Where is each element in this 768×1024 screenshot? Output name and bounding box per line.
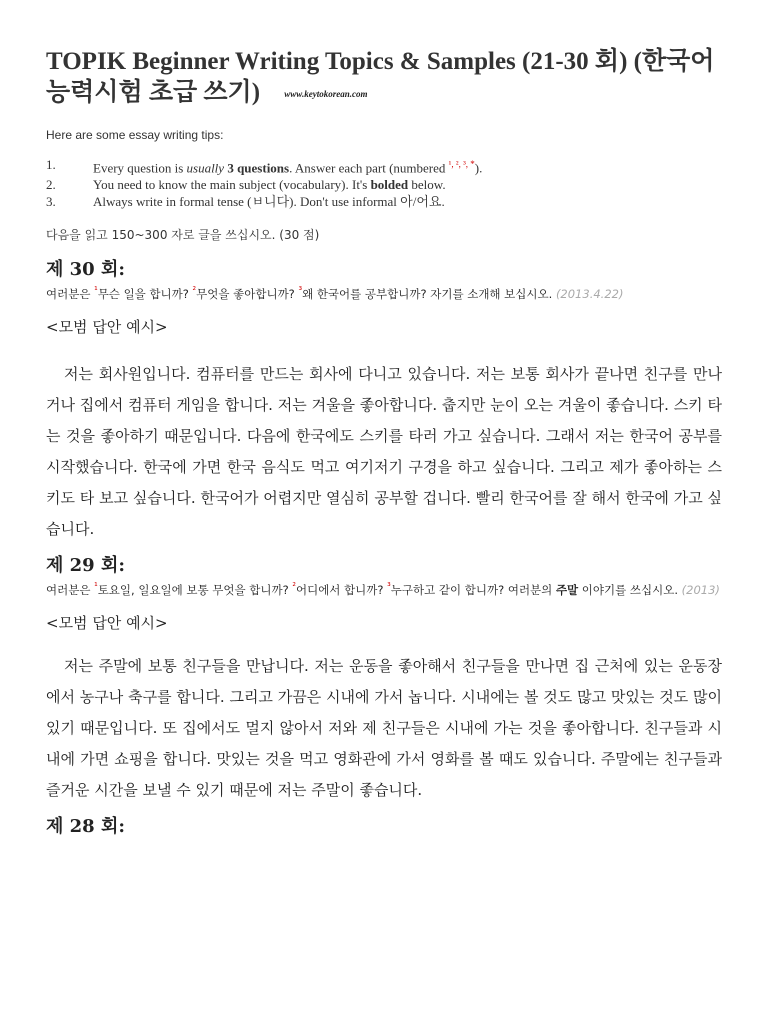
tip-text-part: Every question is [93,160,187,176]
tip-text: Always write in formal tense (ㅂ니다). Don't use informal 아/어요. [93,194,445,210]
section-round-28 [46,816,722,838]
sample-answer-label: <모범 답안 예시> [46,317,168,336]
question-marker: ² [192,286,197,297]
question-marker: ³ [387,581,391,592]
question-part: 토요일, 일요일에 보통 무엇을 합니까? [97,582,293,597]
sample-essay: 저는 회사원입니다. 컴퓨터를 만드는 회사에 다니고 있습니다. 저는 보통 회사가 끝나면 친구를 만나거나 집에서 컴퓨터 게임을 합니다. 저는 겨울을 좋아합니다. 춥지만 눈이 오는 겨울이 좋습니다. 스키 타는 것을 좋아하기 때문입니다. 다음에 한국에도 스키를 타러 가고 싶습니다. 그래서 저는 한국어 공부를 시작했습니다. 한국에 가면 한국 음식도 먹고 여기저기 구경을 하고 싶습니다. 그리고 제가 좋아하는 스키도 타 보고 싶습니다. 한국어가 어렵지만 열심히 공부할 겁니다. 빨리 한국어를 잘 해서 한국에 가고 싶습니다. [46,364,722,538]
section-round-30 [46,259,722,545]
question-marker: ³ [298,286,303,297]
tip-item [46,193,722,210]
tip-number: 3. [46,194,56,210]
question-marker: ¹ [94,286,98,297]
sample-answer-label: <모범 답안 예시> [46,613,168,632]
tip-text-part: You need to know the main subject (vocabulary). It's [93,177,371,193]
question-part: 어디에서 합니까? [295,582,388,597]
writing-instruction: 다음을 읽고 150~300 자로 글을 쓰십시오. (30 점) [46,228,320,243]
tip-item [46,176,722,193]
question-part: 무슨 일을 합니까? [97,286,193,301]
question-marker: ¹ [94,581,98,592]
tip-number: 2. [46,177,56,193]
tip-item [46,156,722,176]
question-prompt [46,579,722,598]
tip-bold: bolded [370,177,409,193]
round-heading: 제 29 회: [46,554,126,576]
sample-essay: 저는 주말에 보통 친구들을 만납니다. 저는 운동을 좋아해서 친구들을 만나면 집 근처에 있는 운동장에서 농구나 축구를 합니다. 그리고 가끔은 시내에 가서 놉니다. 시내에는 볼 것도 많고 맛있는 것도 많이 있기 때문입니다. 또 집에서도 멀지 않아서 저와 제 친구들은 시내에 가는 것을 좋아합니다. 친구들과 시내에 가면 쇼핑을 합니다. 맛있는 것을 먹고 영화관에 가서 영화를 볼 때도 있습니다. 주말에는 친구들과 즐거운 시간을 보낼 수 있기 때문에 저는 주말이 좋습니다. [46,656,722,799]
question-year: (2013.4.22) [555,286,624,301]
tip-emphasis: usually [186,160,225,176]
question-part: 여러분은 [46,286,95,301]
tip-text-part: . Answer each part (numbered [289,160,449,176]
question-prompt [46,283,722,302]
tips-intro: Here are some essay writing tips: [46,127,224,142]
section-round-29 [46,555,722,806]
page-title [46,46,722,110]
tip-text [93,156,482,176]
question-part: 무엇을 좋아합니까? [196,286,299,301]
tip-text [93,176,446,193]
site-url: www.keytokorean.com [284,88,368,99]
round-heading: 제 30 회: [46,259,126,281]
tips-list [46,156,722,210]
title-text: TOPIK Beginner Writing Topics & Samples (21-30 회) (한국어능력시험 초급 쓰기) [46,48,715,106]
question-part: 이야기를 쓰십시오. [578,582,682,597]
question-part: 여러분은 [46,582,95,597]
tip-markers: ¹, ², ³, * [448,158,475,169]
tip-number: 1. [46,156,56,172]
tip-text-part: below. [408,177,446,193]
tip-bold: 3 questions [227,160,290,176]
question-marker: ² [292,581,296,592]
round-heading: 제 28 회: [46,815,126,837]
question-part: 왜 한국어를 공부합니까? 자기를 소개해 보십시오. [302,286,556,301]
question-subject: 주말 [555,582,579,597]
question-year: (2013) [681,582,720,597]
tip-text-part: ). [474,160,483,176]
question-part: 누구하고 같이 합니까? 여러분의 [390,582,556,597]
